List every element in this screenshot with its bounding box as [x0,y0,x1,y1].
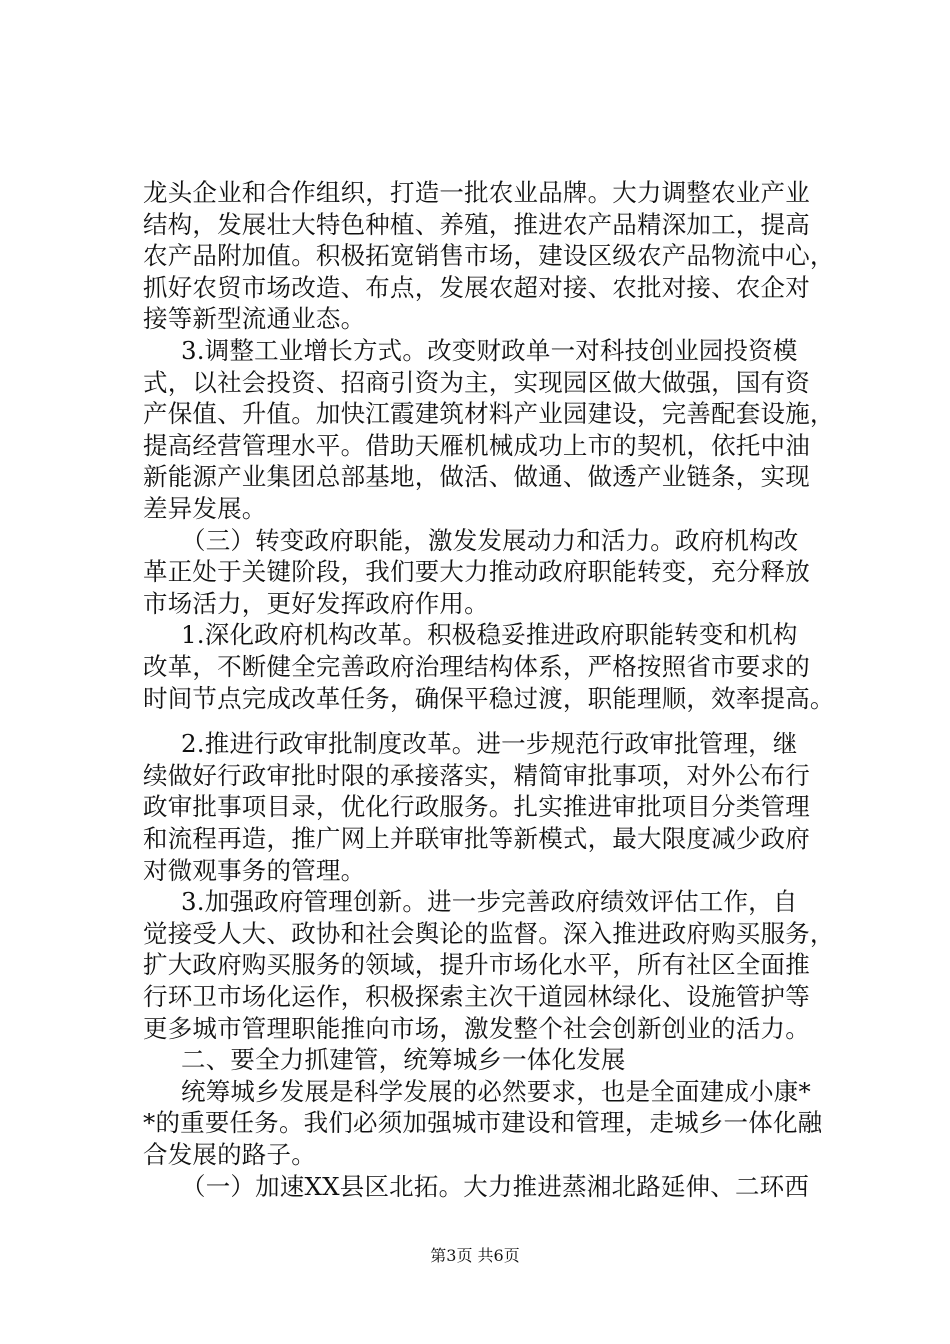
section-heading: （一）加速XX县区北拓。大力推进蒸湘北路延伸、二环西 [181,1172,810,1201]
text-line: 式，以社会投资、招商引资为主，实现园区做大做强，国有资 [143,368,810,397]
text-line: 差异发展。 [143,494,267,523]
text-line: 提高经营管理水平。借助天雁机械成功上市的契机，依托中油 [143,431,810,460]
text-line: 觉接受人大、政协和社会舆论的监督。深入推进政府购买服务， [143,919,835,948]
text-line: 和流程再造，推广网上并联审批等新模式，最大限度减少政府 [143,824,810,853]
text-line: 行环卫市场化运作，积极探索主次干道园林绿化、设施管护等 [143,982,810,1011]
text-line: 产保值、升值。加快江霞建筑材料产业园建设，完善配套设施， [143,399,835,428]
text-line: 续做好行政审批时限的承接落实，精简审批事项，对外公布行 [143,761,810,790]
text-line: 时间节点完成改革任务，确保平稳过渡，职能理顺，效率提高。 [143,684,835,713]
paragraph-heading: 1.深化政府机构改革。积极稳妥推进政府职能转变和机构 [181,620,798,649]
paragraph-heading: 3.加强政府管理创新。进一步完善政府绩效评估工作，自 [181,887,798,916]
text-line: 革正处于关键阶段，我们要大力推动政府职能转变，充分释放 [143,557,810,586]
text-line: 对微观事务的管理。 [143,856,366,885]
paragraph-heading: 2.推进行政审批制度改革。进一步规范行政审批管理，继 [181,729,798,758]
text-line: 更多城市管理职能推向市场，激发整个社会创新创业的活力。 [143,1014,810,1043]
section-heading: （三）转变政府职能，激发发展动力和活力。政府机构改 [181,526,799,555]
text-line: 新能源产业集团总部基地，做活、做通、做透产业链条，实现 [143,462,810,491]
text-line: 市场活力，更好发挥政府作用。 [143,589,489,618]
page-number-footer: 第3页 共6页 [430,1246,520,1265]
text-line: 改革，不断健全完善政府治理结构体系，严格按照省市要求的 [143,652,810,681]
text-line: 龙头企业和合作组织，打造一批农业品牌。大力调整农业产业 [143,178,810,207]
text-line: 抓好农贸市场改造、布点，发展农超对接、农批对接、农企对 [143,273,810,302]
paragraph-heading: 3.调整工业增长方式。改变财政单一对科技创业园投资模 [181,336,798,365]
text-line: 合发展的路子。 [143,1140,316,1169]
text-line: 扩大政府购买服务的领域，提升市场化水平，所有社区全面推 [143,950,810,979]
section-heading: 二、要全力抓建管，统筹城乡一体化发展 [181,1045,626,1074]
text-line: *的重要任务。我们必须加强城市建设和管理，走城乡一体化融 [143,1108,823,1137]
text-line: 接等新型流通业态。 [143,304,366,333]
text-line: 统筹城乡发展是科学发展的必然要求，也是全面建成小康* [181,1077,811,1106]
text-line: 政审批事项目录，优化行政服务。扎实推进审批项目分类管理 [143,792,810,821]
text-line: 结构，发展壮大特色种植、养殖，推进农产品精深加工，提高 [143,210,810,239]
text-line: 农产品附加值。积极拓宽销售市场，建设区级农产品物流中心， [143,241,835,270]
